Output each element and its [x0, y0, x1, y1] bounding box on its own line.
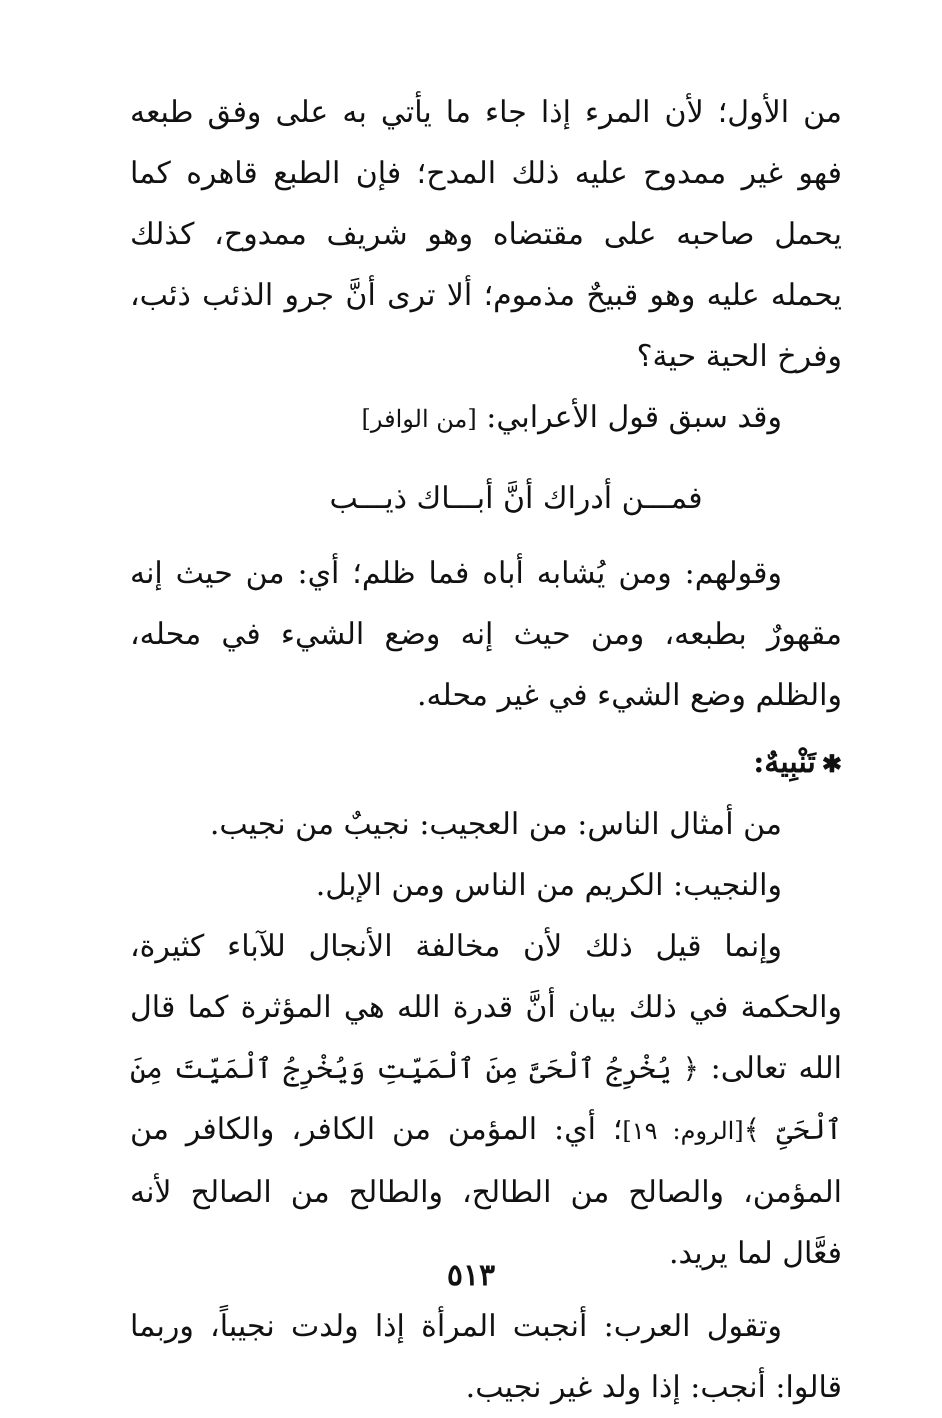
- poetry-intro-text: وقد سبق قول الأعرابي:: [476, 400, 782, 435]
- paragraph-2: [130, 387, 842, 450]
- quran-reference: [الروم: ١٩]: [622, 1117, 744, 1145]
- section-heading-text: تَنْبِيهٌ:: [753, 745, 816, 780]
- star-icon: ✱: [821, 749, 842, 778]
- poetic-meter-label: [من الوافر]: [361, 405, 477, 433]
- page-body: [130, 82, 842, 1418]
- paragraph-4: من أمثال الناس: من العجيب: نجيبٌ من نجيب.: [209, 807, 782, 842]
- paragraph-5: والنجيب: الكريم من الناس ومن الإبل.: [315, 868, 782, 903]
- poetry-verse: فمـــن أدراك أنَّ أبـــاك ذيـــب: [329, 481, 703, 516]
- paragraph-1: من الأول؛ لأن المرء إذا جاء ما يأتي به على وفق طبعه فهو غير ممدوح عليه ذلك المدح؛ فإن الطبع قاهره كما يحمل صاحبه على مقتضاه وهو شريف ممدوح، كذلك يحمله عليه وهو قبيحٌ مذموم؛ ألا ترى أنَّ جرو الذئب ذئب، وفرخ الحية حية؟: [130, 95, 842, 374]
- paragraph-7: وتقول العرب: أنجبت المرأة إذا ولدت نجيباً، وربما قالوا: أنجب: إذا ولد غير نجيب.: [130, 1309, 842, 1405]
- section-heading: [130, 732, 842, 794]
- page-number: ٥١٣: [446, 1258, 496, 1293]
- paragraph-6-intro: وإنما قيل ذلك لأن مخالفة الأنجال للآباء كثيرة، والحكمة في ذلك بيان أنَّ قدرة الله هي المؤثرة كما قال الله تعالى:: [130, 929, 843, 1086]
- quran-verse: ﴿ يُخْرِجُ ٱلْحَىَّ مِنَ ٱلْمَيِّتِ وَيُخْرِجُ ٱلْمَيِّتَ مِنَ ٱلْحَىِّ ﴾: [130, 1052, 842, 1146]
- paragraph-6: [130, 916, 842, 1284]
- paragraph-6-explanation: ؛ أي: المؤمن من الكافر، والكافر من المؤمن، والصالح من الطالح، والطالح من الصالح لأنه فعَّال لما يريد.: [130, 1112, 842, 1271]
- paragraph-3: وقولهم: ومن يُشابه أباه فما ظلم؛ أي: من حيث إنه مقهورٌ بطبعه، ومن حيث إنه وضع الشيء في محله، والظلم وضع الشيء في غير محله.: [130, 556, 842, 713]
